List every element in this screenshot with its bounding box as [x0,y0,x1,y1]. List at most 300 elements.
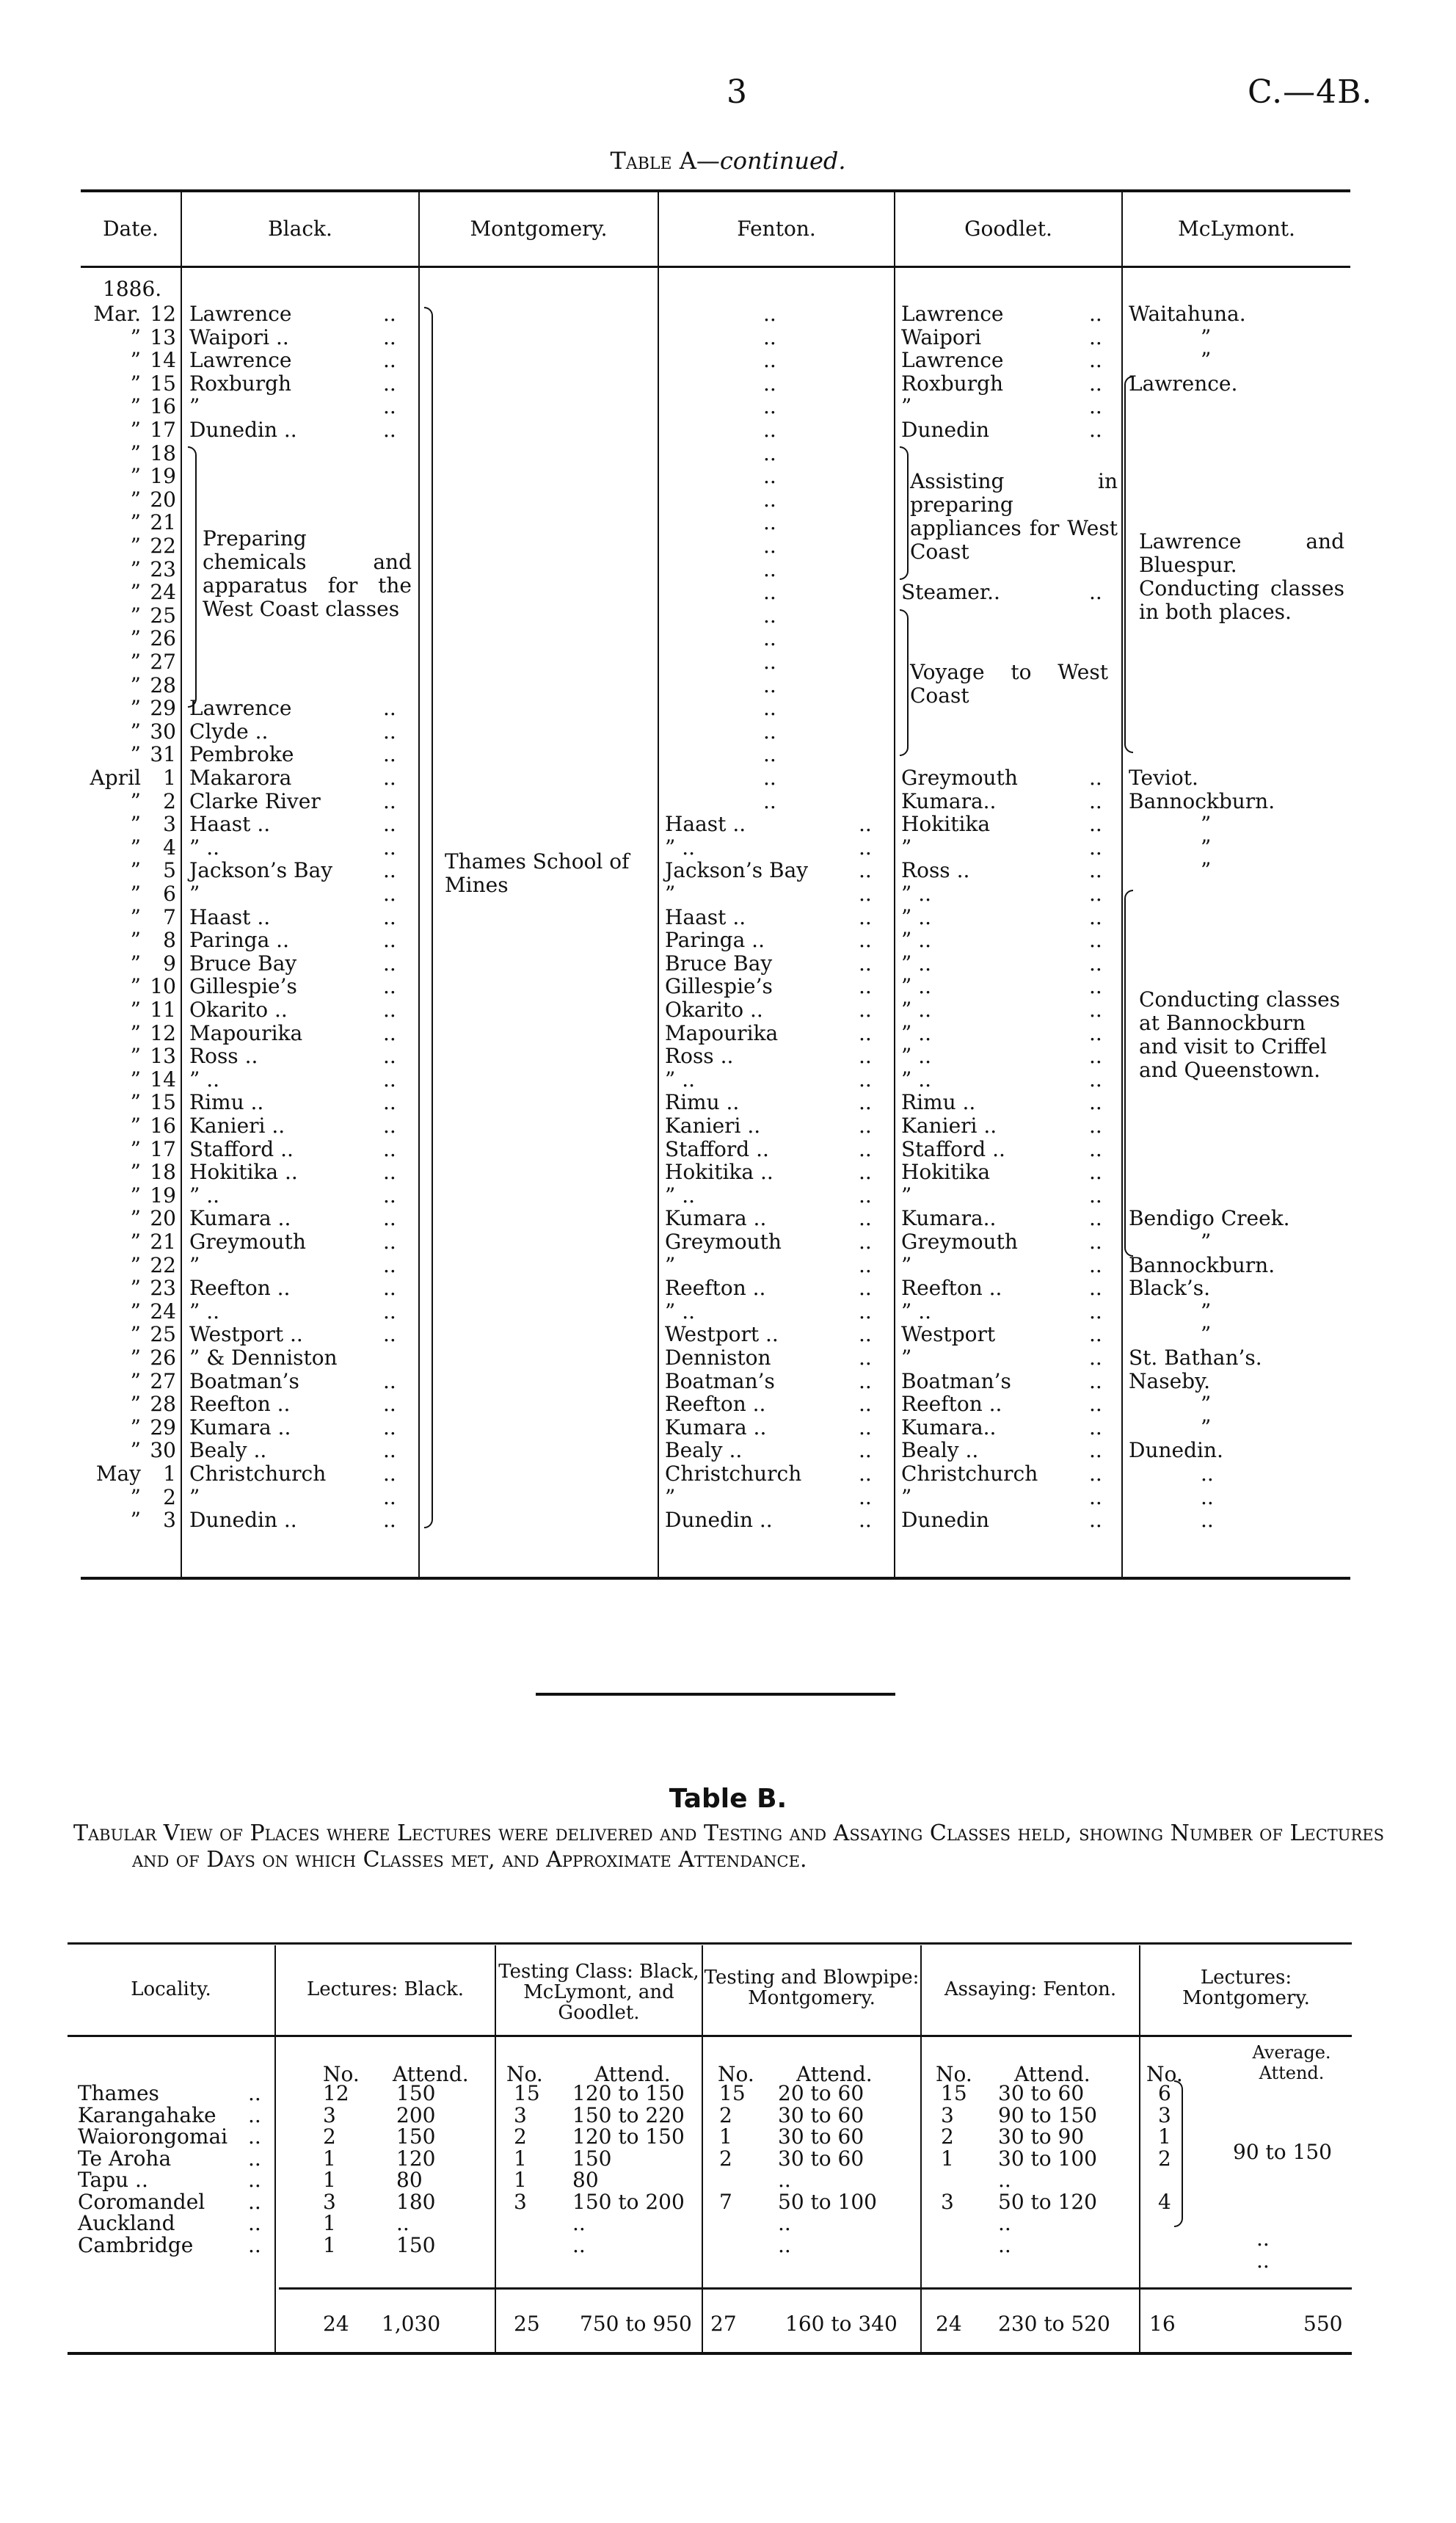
leader-dots: .. [383,394,396,418]
total-assaying-no: 24 [936,2312,962,2336]
date-month: ” [130,371,141,396]
mclymont-location: Bannockburn. [1129,789,1275,813]
leader-dots: .. [383,371,396,396]
leader-dots: .. [859,1508,872,1532]
goodlet-location: Kumara.. [901,1206,997,1230]
goodlet-location: Waipori [901,325,982,349]
lectures-black-attend: 180 [396,2190,436,2214]
date-month: ” [130,1067,141,1092]
date-day: 23 [150,557,176,581]
testing-attend: 120 to 150 [572,2124,685,2149]
lectures-black-no: 2 [323,2124,336,2149]
page-number: 3 [727,73,747,111]
locality: Coromandel [78,2190,205,2214]
fenton-empty: .. [763,580,776,604]
mclymont-location: Waitahuna. [1129,302,1246,326]
black-location: Lawrence [189,696,292,720]
leader-dots: .. [859,1067,872,1092]
mclymont-location: ” [1201,1415,1212,1440]
leader-dots: .. [859,1346,872,1370]
note-mclymont-lawrence: Lawrence and Bluespur. Conducting classes in both places. [1139,529,1344,624]
testing-no: 3 [514,2190,527,2214]
black-location: Dunedin .. [189,418,297,442]
note-montgomery: Thames School of Mines [445,849,630,897]
leader-dots: .. [859,1322,872,1346]
leader-dots: .. [859,1299,872,1324]
assaying-attend: 30 to 60 [998,2081,1085,2105]
date-month: ” [130,928,141,952]
leader-dots: .. [859,951,872,976]
leader-dots: .. [1089,348,1102,372]
lectures-black-attend: 150 [396,2124,436,2149]
goodlet-location: Ross .. [901,858,970,882]
date-month: ” [130,487,141,512]
date-day: 6 [163,882,176,906]
date-day: 18 [150,1160,176,1184]
brace-icon [900,609,909,756]
goodlet-location: ” .. [901,1067,932,1092]
testing-attend: .. [572,2211,586,2235]
fenton-location: Christchurch [665,1462,802,1486]
black-location: Pembroke [189,742,294,766]
header-testing-class: Testing Class: Black, McLymont, and Goodlet. [498,1961,699,2024]
header-lectures-black: Lectures: Black. [306,1978,465,2000]
assaying-no: 3 [941,2190,954,2214]
montgomery-no: 6 [1158,2081,1171,2105]
date-month: ” [130,1206,141,1230]
leader-dots: .. [248,2081,261,2105]
fenton-empty: .. [763,325,776,349]
goodlet-location: Bealy .. [901,1438,979,1462]
montgomery-no: 1 [1158,2124,1171,2149]
leader-dots: .. [1089,1183,1102,1208]
date-month: ” [130,1346,141,1370]
blowpipe-no: 1 [719,2124,732,2149]
assaying-attend: 50 to 120 [998,2190,1097,2214]
fenton-location: Jackson’s Bay [665,858,809,882]
date-day: 17 [150,1137,176,1161]
header-montgomery: Montgomery. [470,217,608,241]
goodlet-location: ” .. [901,998,932,1022]
goodlet-location: Greymouth [901,1230,1018,1254]
blowpipe-attend: 30 to 60 [778,2146,864,2171]
date-day: 3 [163,1508,176,1532]
goodlet-location: ” [901,394,912,418]
leader-dots: .. [859,1044,872,1068]
subheader-attend: Attend. [1014,2062,1091,2086]
black-location: Clarke River [189,789,321,813]
fenton-location: Boatman’s [665,1369,775,1393]
black-location: ” [189,394,200,418]
leader-dots: .. [1089,812,1102,836]
leader-dots: .. [383,789,396,813]
fenton-empty: .. [763,441,776,465]
leader-dots: .. [248,2233,261,2257]
date-day: 21 [150,1230,176,1254]
goodlet-location: Reefton .. [901,1276,1002,1300]
locality: Thames [78,2081,159,2105]
lectures-black-attend: 150 [396,2233,436,2257]
lectures-black-no: 12 [323,2081,349,2105]
leader-dots: .. [1089,1322,1102,1346]
date-day: 24 [150,580,176,604]
date-month: ” [130,394,141,418]
table-a-bottom-rule [81,1577,1350,1580]
date-month: ” [130,580,141,604]
montgomery-average-empty: .. [1256,2226,1270,2251]
leader-dots: .. [383,1230,396,1254]
goodlet-location: ” .. [901,974,932,998]
fenton-location: Dunedin .. [665,1508,773,1532]
leader-dots: .. [1089,789,1102,813]
col-divider [894,192,895,1577]
goodlet-location: Hokitika [901,812,991,836]
table-a-title-suffix: continued. [719,147,846,175]
black-location: Westport .. [189,1322,303,1346]
date-month: ” [130,1299,141,1324]
fenton-empty: .. [763,534,776,558]
leader-dots: .. [383,974,396,998]
goodlet-location: ” .. [901,905,932,929]
date-day: 11 [150,998,176,1022]
table-b-description: Tabular View of Places where Lectures were delivered and Testing and Assaying Classes held, showing Number of Lectures and of Days on which Classes met, and Approximate Attendance. [73,1820,1385,1873]
black-location: Kanieri .. [189,1114,285,1138]
fenton-location: Bealy .. [665,1438,743,1462]
leader-dots: .. [383,1276,396,1300]
fenton-empty: .. [763,464,776,488]
lectures-black-attend: 120 [396,2146,436,2171]
goodlet-location: ” [901,1183,912,1208]
leader-dots: .. [383,905,396,929]
leader-dots: .. [383,1438,396,1462]
mclymont-location: ” [1201,348,1212,372]
leader-dots: .. [383,951,396,976]
date-day: 14 [150,348,176,372]
leader-dots: .. [1089,882,1102,906]
date-month: ” [130,951,141,976]
leader-dots: .. [859,882,872,906]
leader-dots: .. [1089,1230,1102,1254]
date-day: 30 [150,1438,176,1462]
black-location: Reefton .. [189,1392,291,1416]
brace-icon [900,446,909,580]
fenton-location: Haast .. [665,905,746,929]
fenton-location: Okarito .. [665,998,763,1022]
date-month: ” [130,1137,141,1161]
fenton-location: Greymouth [665,1230,782,1254]
date-day: 29 [150,1415,176,1440]
leader-dots: .. [1089,1299,1102,1324]
date-day: 22 [150,1253,176,1277]
fenton-location: ” [665,1485,676,1509]
leader-dots: .. [1089,766,1102,790]
date-month: ” [130,510,141,534]
fenton-location: Paringa .. [665,928,765,952]
date-day: 2 [163,789,176,813]
note-black-preparing: Preparing chemicals and apparatus for the West Coast classes [203,526,412,621]
leader-dots: .. [859,1253,872,1277]
date-day: 7 [163,905,176,929]
fenton-location: ” [665,1253,676,1277]
date-day: 4 [163,835,176,860]
leader-dots: .. [1089,1462,1102,1486]
date-month: ” [130,603,141,628]
leader-dots: .. [383,719,396,744]
date-day: 17 [150,418,176,442]
subheader-no: No. [506,2062,543,2086]
date-month: ” [130,650,141,674]
testing-attend: 150 to 200 [572,2190,685,2214]
leader-dots: .. [859,1206,872,1230]
testing-no: 15 [514,2081,540,2105]
subheader-no: No. [323,2062,360,2086]
date-day: 13 [150,1044,176,1068]
black-location: Reefton .. [189,1276,291,1300]
black-location: Paringa .. [189,928,289,952]
leader-dots: .. [1089,1508,1102,1532]
fenton-empty: .. [763,418,776,442]
total-black-attend: 1,030 [382,2312,441,2336]
fenton-location: Gillespie’s [665,974,773,998]
date-day: 27 [150,650,176,674]
subheader-no: No. [936,2062,972,2086]
goodlet-location: Lawrence [901,302,1004,326]
fenton-location: Kumara .. [665,1206,767,1230]
date-day: 15 [150,1090,176,1114]
date-day: 14 [150,1067,176,1092]
leader-dots: .. [1089,1415,1102,1440]
leader-dots: .. [383,812,396,836]
date-month: ” [130,812,141,836]
black-location: ” .. [189,1183,220,1208]
date-month: ” [130,557,141,581]
leader-dots: .. [1089,1114,1102,1138]
date-day: 5 [163,858,176,882]
fenton-empty: .. [763,719,776,744]
black-location: ” .. [189,835,220,860]
mclymont-location: ” [1201,1392,1212,1416]
header-date: Date. [103,217,159,241]
total-testing-attend: 750 to 950 [580,2312,692,2336]
leader-dots: .. [1089,951,1102,976]
fenton-empty: .. [763,650,776,674]
leader-dots: .. [383,882,396,906]
leader-dots: .. [859,1230,872,1254]
date-day: 19 [150,1183,176,1208]
date-day: 31 [150,742,176,766]
header-goodlet: Goodlet. [964,217,1052,241]
blowpipe-attend: 30 to 60 [778,2103,864,2127]
assaying-no: 1 [941,2146,954,2171]
lectures-black-attend: 80 [396,2168,423,2192]
black-location: Gillespie’s [189,974,297,998]
total-testing-no: 25 [514,2312,540,2336]
black-location: Makarora [189,766,292,790]
header-mclymont: McLymont. [1178,217,1295,241]
black-location: Bruce Bay [189,951,297,976]
leader-dots: .. [859,1485,872,1509]
leader-dots: .. [1089,1276,1102,1300]
goodlet-location: Kumara.. [901,1415,997,1440]
subheader-no: No. [1146,2062,1183,2086]
subheader-average-attend: Average. Attend. [1252,2042,1331,2083]
leader-dots: .. [383,1508,396,1532]
note-mclymont-bannockburn: Conducting classes at Bannockburn and visit to Criffel and Queenstown. [1139,987,1341,1082]
montgomery-average-empty: .. [1256,2248,1270,2273]
goodlet-location: Kanieri .. [901,1114,997,1138]
assaying-attend: .. [998,2233,1011,2257]
assaying-attend: 30 to 90 [998,2124,1085,2149]
date-month: ” [130,1322,141,1346]
fenton-empty: .. [763,626,776,650]
leader-dots: .. [383,835,396,860]
total-montgomery-attend: 550 [1303,2312,1343,2336]
leader-dots: .. [383,1044,396,1068]
testing-attend: 150 to 220 [572,2103,685,2127]
fenton-location: Haast .. [665,812,746,836]
black-location: Bealy .. [189,1438,267,1462]
leader-dots: .. [383,928,396,952]
mclymont-location: Black’s. [1129,1276,1211,1300]
goodlet-location: Greymouth [901,766,1018,790]
blowpipe-attend: 30 to 60 [778,2124,864,2149]
leader-dots: .. [383,1322,396,1346]
date-day: 21 [150,510,176,534]
black-location: Haast .. [189,812,271,836]
date-month: ” [130,1369,141,1393]
leader-dots: .. [383,766,396,790]
leader-dots: .. [859,1392,872,1416]
mclymont-location: ” [1201,835,1212,860]
assaying-attend: 90 to 150 [998,2103,1097,2127]
black-location: Boatman’s [189,1369,299,1393]
fenton-location: ” .. [665,1067,696,1092]
date-day: 15 [150,371,176,396]
leader-dots: .. [383,998,396,1022]
leader-dots: .. [859,998,872,1022]
brace-icon [1174,2080,1183,2227]
total-black-no: 24 [323,2312,349,2336]
black-location: Roxburgh [189,371,292,396]
goodlet-location: Boatman’s [901,1369,1011,1393]
mclymont-location: Bannockburn. [1129,1253,1275,1277]
date-month: ” [130,905,141,929]
goodlet-location: Roxburgh [901,371,1004,396]
date-day: 18 [150,441,176,465]
goodlet-location: ” [901,1346,912,1370]
date-day: 25 [150,1322,176,1346]
table-a-top-rule [81,189,1350,192]
date-month: ” [130,1392,141,1416]
leader-dots: .. [859,1021,872,1045]
table-a-header-rule [81,266,1350,268]
fenton-location: ” [665,882,676,906]
document-reference: C.—4B. [1248,73,1373,111]
blowpipe-attend: .. [778,2233,791,2257]
leader-dots: .. [859,858,872,882]
goodlet-location: ” .. [901,1044,932,1068]
leader-dots: .. [383,418,396,442]
fenton-location: Kumara .. [665,1415,767,1440]
fenton-location: Ross .. [665,1044,734,1068]
leader-dots: .. [383,1160,396,1184]
leader-dots: .. [383,1415,396,1440]
leader-dots: .. [1089,835,1102,860]
lectures-black-attend: .. [396,2211,410,2235]
montgomery-no: 2 [1158,2146,1171,2171]
header-testing-blowpipe: Testing and Blowpipe: Montgomery. [704,1967,920,2009]
leader-dots: .. [1089,580,1102,604]
fenton-location: Stafford .. [665,1137,769,1161]
date-day: 22 [150,534,176,558]
testing-attend: 120 to 150 [572,2081,685,2105]
date-day: 13 [150,325,176,349]
fenton-location: Bruce Bay [665,951,773,976]
table-b-title: Table B. [669,1784,787,1814]
assaying-attend: 30 to 100 [998,2146,1097,2171]
testing-no: 1 [514,2168,527,2192]
fenton-empty: .. [763,487,776,512]
date-month: ” [130,1160,141,1184]
goodlet-location: Christchurch [901,1462,1038,1486]
brace-icon [1124,890,1133,1257]
col-divider [418,192,420,1577]
mclymont-location: .. [1201,1485,1214,1509]
leader-dots: .. [248,2146,261,2171]
date-month: April [90,766,141,790]
fenton-location: Kanieri .. [665,1114,761,1138]
leader-dots: .. [1089,394,1102,418]
black-location: Stafford .. [189,1137,294,1161]
date-month: ” [130,719,141,744]
mclymont-location: Dunedin. [1129,1438,1223,1462]
fenton-empty: .. [763,742,776,766]
date-day: 26 [150,626,176,650]
date-day: 2 [163,1485,176,1509]
date-month: ” [130,835,141,860]
subheader-attend: Attend. [594,2062,671,2086]
goodlet-location: ” .. [901,1299,932,1324]
assaying-attend: .. [998,2168,1011,2192]
date-day: 10 [150,974,176,998]
col-divider [920,1945,922,2353]
col-divider [1121,192,1123,1577]
leader-dots: .. [383,742,396,766]
total-blowpipe-attend: 160 to 340 [785,2312,898,2336]
leader-dots: .. [1089,1067,1102,1092]
date-day: 28 [150,673,176,697]
lectures-black-attend: 150 [396,2081,436,2105]
date-day: 19 [150,464,176,488]
black-location: ” [189,882,200,906]
total-montgomery-no: 16 [1149,2312,1176,2336]
goodlet-location: Dunedin [901,418,989,442]
blowpipe-no: 15 [719,2081,746,2105]
leader-dots: .. [859,1462,872,1486]
date-day: 25 [150,603,176,628]
date-month: ” [130,1183,141,1208]
goodlet-location: ” .. [901,951,932,976]
goodlet-location: ” [901,835,912,860]
fenton-location: ” .. [665,1183,696,1208]
leader-dots: .. [859,1137,872,1161]
black-location: Dunedin .. [189,1508,297,1532]
date-day: 28 [150,1392,176,1416]
fenton-location: Mapourika [665,1021,779,1045]
table-b-totals-rule [279,2287,1352,2290]
fenton-empty: .. [763,302,776,326]
black-location: Greymouth [189,1230,306,1254]
